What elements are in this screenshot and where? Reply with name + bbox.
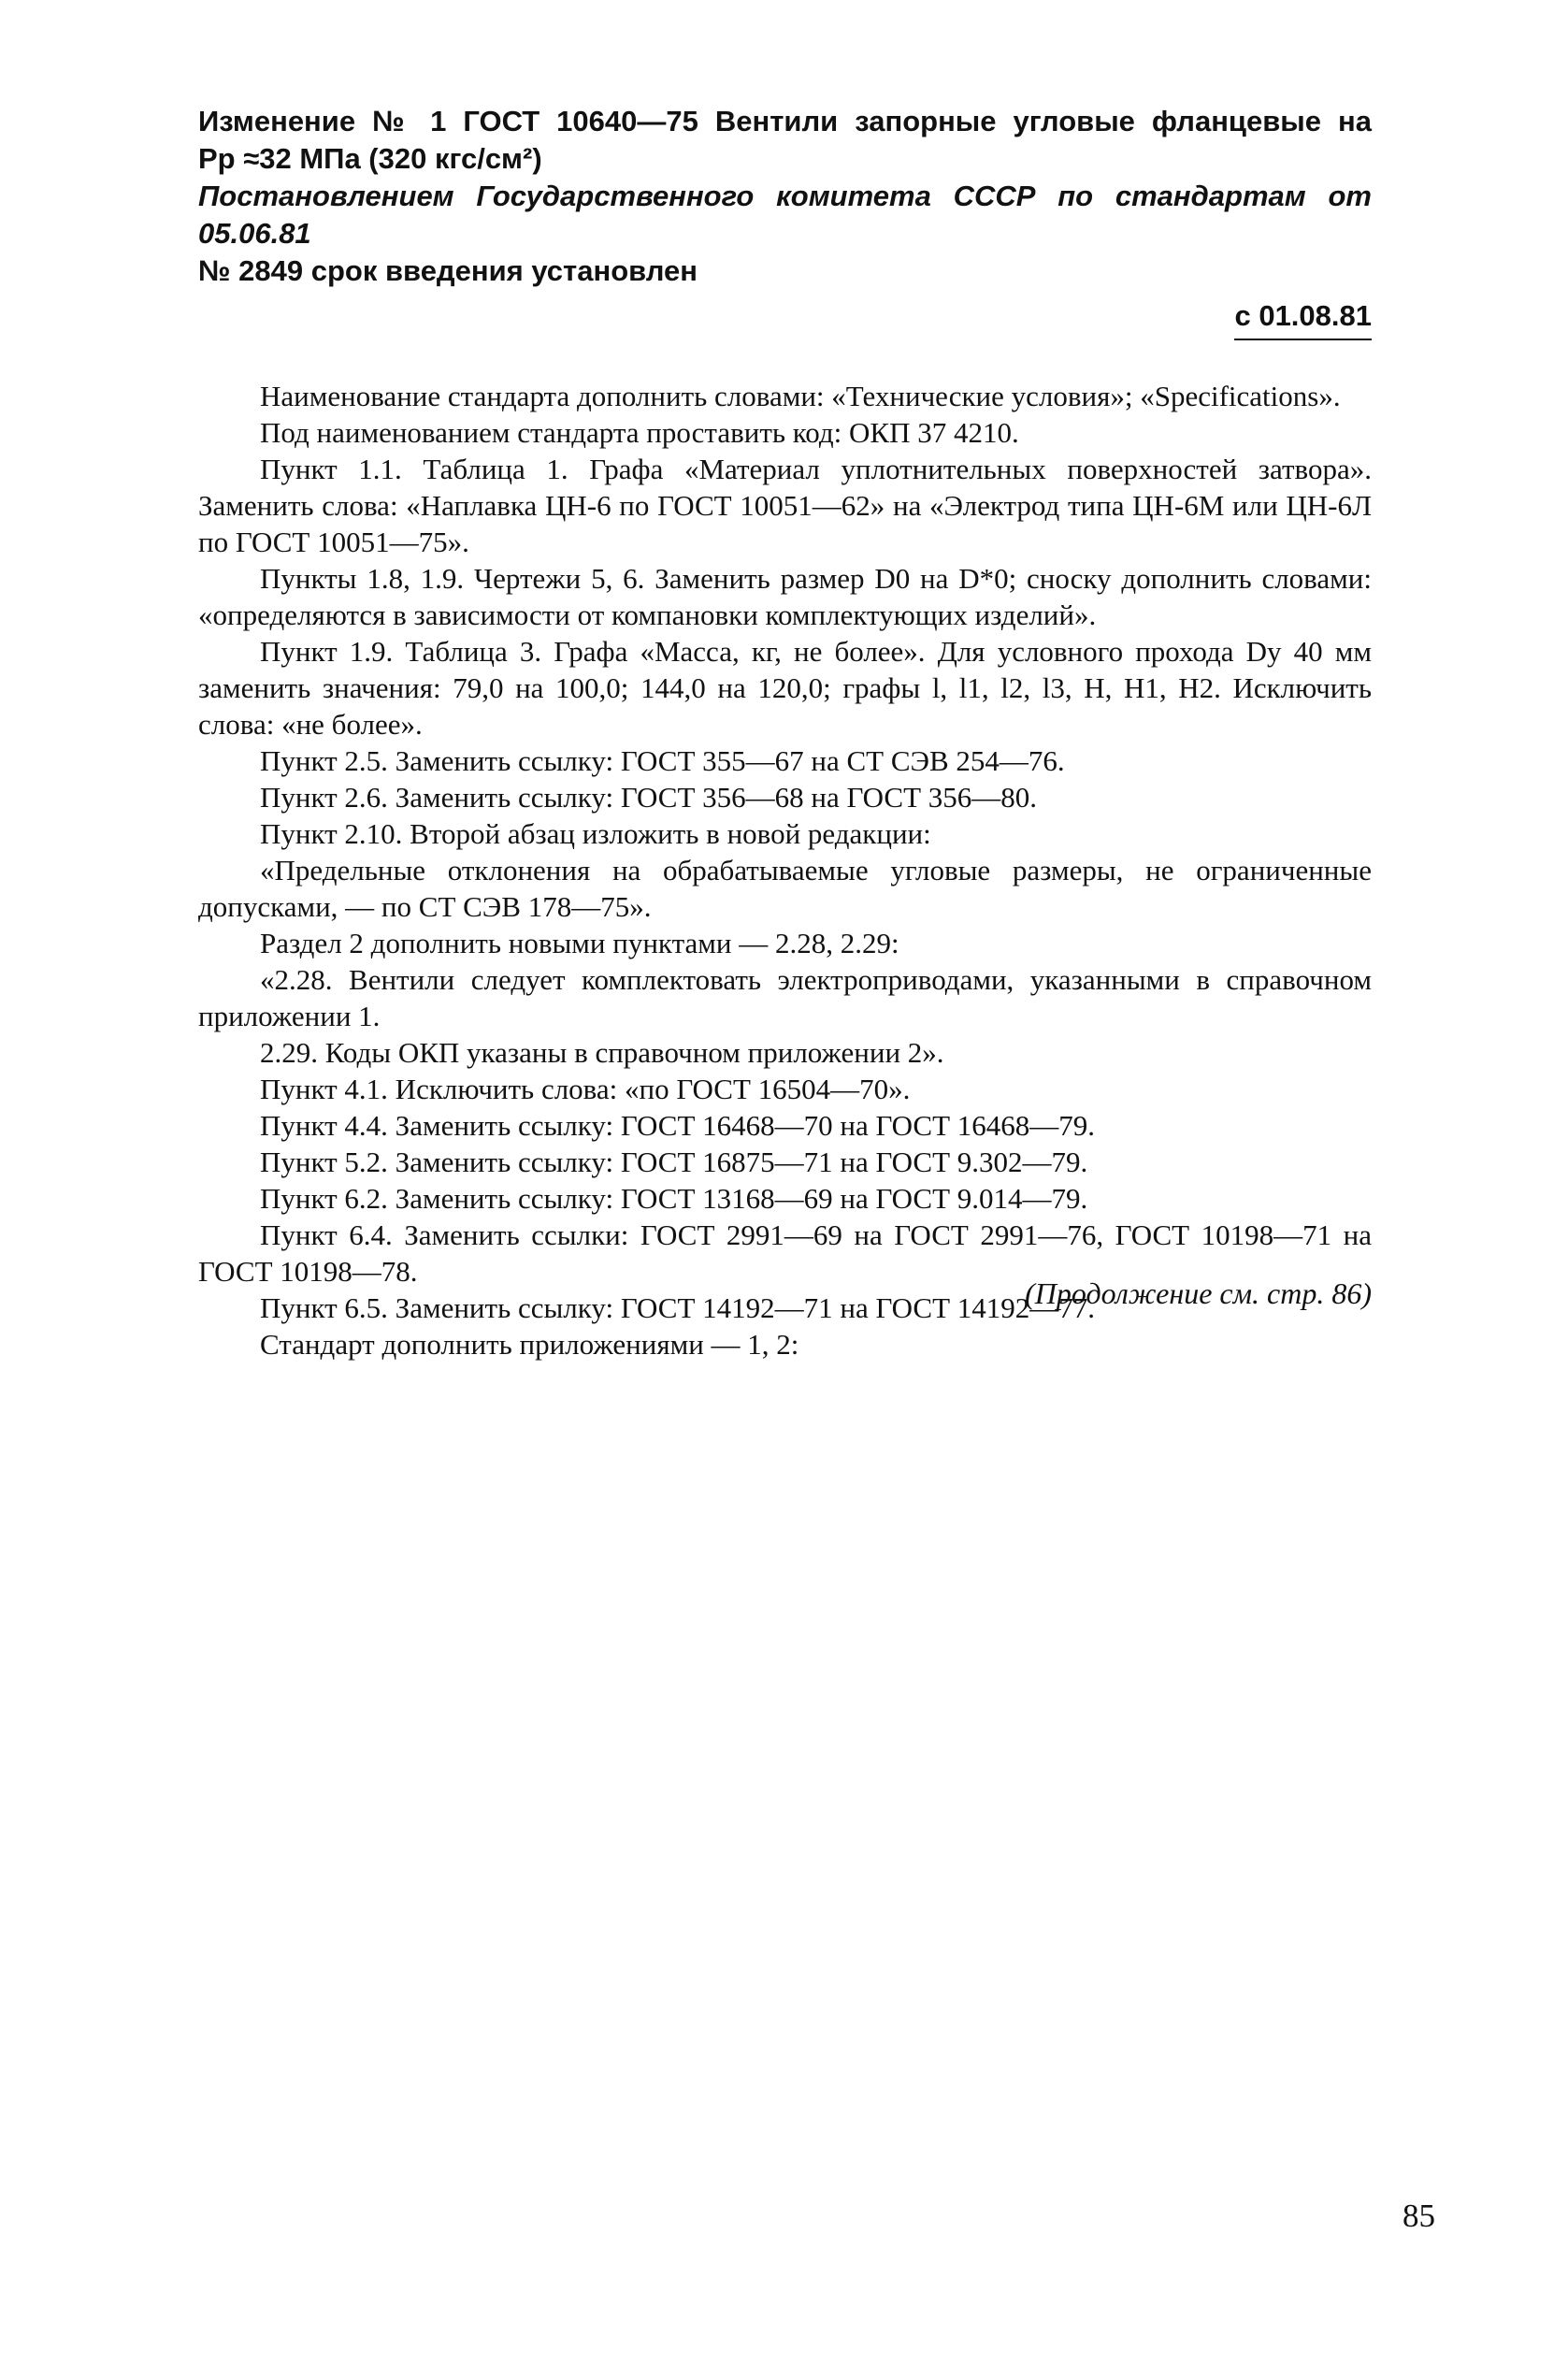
paragraph: 2.29. Коды ОКП указаны в справочном приложении 2».: [260, 1036, 944, 1069]
amendment-header: [198, 103, 1372, 340]
header-line-1b: Pр ≈32 МПа (320 кгс/см²): [198, 142, 542, 175]
paragraph: «2.28. Вентили следует комплектовать электроприводами, указанными в справочном приложении 1.: [198, 963, 1372, 1032]
paragraph: Пункт 6.5. Заменить ссылку: ГОСТ 14192—71 на ГОСТ 14192—77.: [260, 1291, 1096, 1324]
effective-date: [198, 297, 1372, 340]
header-line-2b: № 2849 срок введения установлен: [198, 254, 698, 287]
paragraph: Пункт 1.1. Таблица 1. Графа «Материал уплотнительных поверхностей затвора». Заменить слова: «Наплавка ЦН-6 по ГОСТ 10051—62» на «Электрод типа ЦН-6М или ЦН-6Л по ГОСТ 10051—75».: [198, 453, 1372, 558]
paragraph: Пункт 1.9. Таблица 3. Графа «Масса, кг, не более». Для условного прохода Dу 40 мм заменить значения: 79,0 на 100,0; 144,0 на 120,0; графы l, l1, l2, l3, H, H1, H2. Исключить слова: «не более».: [198, 635, 1372, 741]
amendment-body: [198, 378, 1372, 1362]
header-line-2a: Постановлением Государственного комитета СССР по стандартам от 05.06.81: [198, 180, 1372, 250]
paragraph: «Предельные отклонения на обрабатываемые угловые размеры, не ограниченные допусками, — по СТ СЭВ 178—75».: [198, 854, 1372, 923]
page-number: 85: [1403, 2198, 1435, 2234]
document-page: [198, 103, 1372, 1362]
paragraph: Под наименованием стандарта проставить код: ОКП 37 4210.: [260, 416, 1019, 449]
paragraph: Пункт 5.2. Заменить ссылку: ГОСТ 16875—71 на ГОСТ 9.302—79.: [260, 1146, 1088, 1178]
continuation-note: (Продолжение см. стр. 86): [1025, 1276, 1372, 1310]
paragraph: Пункт 4.1. Исключить слова: «по ГОСТ 16504—70».: [260, 1073, 911, 1105]
paragraph: Пункт 2.6. Заменить ссылку: ГОСТ 356—68 на ГОСТ 356—80.: [260, 781, 1038, 814]
paragraph: Пункт 2.5. Заменить ссылку: ГОСТ 355—67 на СТ СЭВ 254—76.: [260, 744, 1065, 777]
paragraph: Пункт 6.2. Заменить ссылку: ГОСТ 13168—69 на ГОСТ 9.014—79.: [260, 1182, 1088, 1215]
effective-date-text: с 01.08.81: [1234, 297, 1372, 340]
paragraph: Пункт 4.4. Заменить ссылку: ГОСТ 16468—70 на ГОСТ 16468—79.: [260, 1109, 1096, 1142]
paragraph: Пункты 1.8, 1.9. Чертежи 5, 6. Заменить размер D0 на D*0; сноску дополнить словами: «определяются в зависимости от компановки комплектующих изделий».: [198, 562, 1372, 631]
paragraph: Раздел 2 дополнить новыми пунктами — 2.28, 2.29:: [260, 927, 899, 959]
paragraph: Наименование стандарта дополнить словами: «Технические условия»; «Specifications».: [260, 380, 1341, 412]
header-line-1a: Изменение № 1 ГОСТ 10640—75 Вентили запорные угловые фланцевые на: [198, 105, 1372, 137]
paragraph: Стандарт дополнить приложениями — 1, 2:: [260, 1328, 799, 1361]
paragraph: Пункт 6.4. Заменить ссылки: ГОСТ 2991—69 на ГОСТ 2991—76, ГОСТ 10198—71 на ГОСТ 10198—78.: [198, 1218, 1372, 1288]
paragraph: Пункт 2.10. Второй абзац изложить в новой редакции:: [260, 817, 931, 850]
